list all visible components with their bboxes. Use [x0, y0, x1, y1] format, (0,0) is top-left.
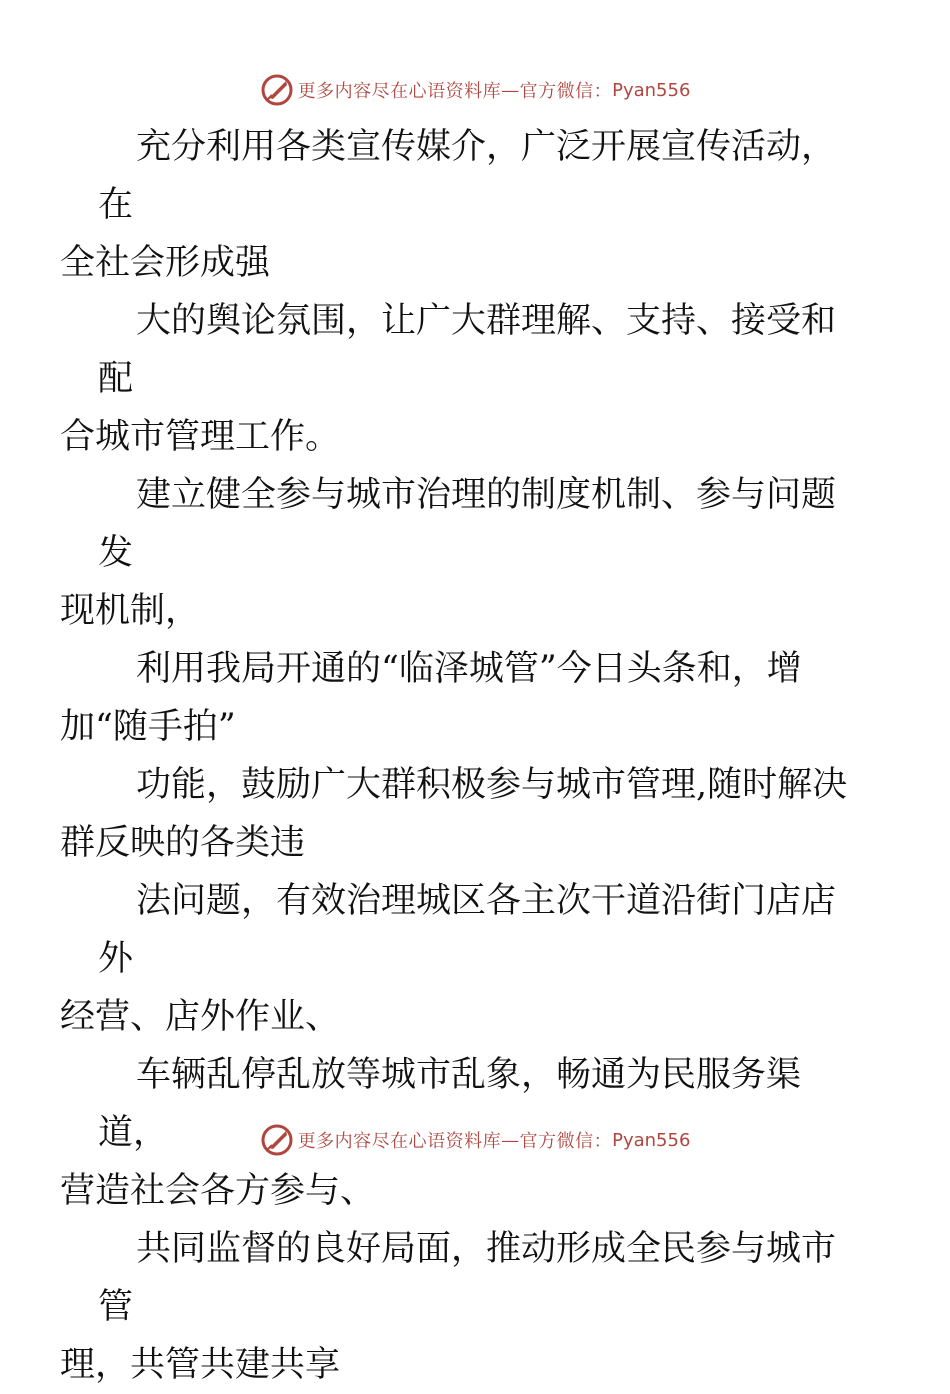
paragraph: 法问题，有效治理城区各主次干道沿街门店店外 经营、店外作业、: [60, 881, 837, 1037]
banner-dash: —: [501, 1129, 520, 1151]
banner-wechat-id: Pyan556: [612, 1129, 691, 1151]
paragraph: 充分利用各类宣传媒介，广泛开展宣传活动，在 全社会形成强: [60, 127, 837, 283]
paragraph: 车辆乱停乱放等城市乱象，畅通为民服务渠道， 营造社会各方参与、: [60, 1055, 802, 1211]
header-banner: [0, 70, 950, 110]
banner-wechat-label: 官方微信：: [519, 81, 613, 102]
banner-wechat-label: 官方微信：: [519, 1131, 613, 1152]
paragraph: 建立健全参与城市治理的制度机制、参与问题发 现机制，: [60, 475, 837, 631]
banner-brand-text: 更多内容尽在心语资料库: [297, 1131, 502, 1152]
paragraph: 利用我局开通的“临泽城管”今日头条和，增 加“随手拍”: [60, 649, 802, 747]
paragraph: 大的舆论氛围，让广大群理解、支持、接受和配 合城市管理工作。: [60, 301, 837, 457]
footer-banner: [0, 1120, 950, 1160]
banner-brand-text: 更多内容尽在心语资料库: [297, 81, 502, 102]
paragraph: 功能，鼓励广大群积极参与城市管理,随时解决 群反映的各类违: [60, 765, 848, 863]
banner-wechat-id: Pyan556: [612, 79, 691, 101]
quill-logo-icon: [260, 73, 294, 107]
document-body: [60, 118, 858, 1394]
paragraph: 共同监督的良好局面，推动形成全民参与城市管 理，共管共建共享: [60, 1229, 837, 1385]
quill-logo-icon: [260, 1123, 294, 1157]
banner-dash: —: [501, 79, 520, 101]
